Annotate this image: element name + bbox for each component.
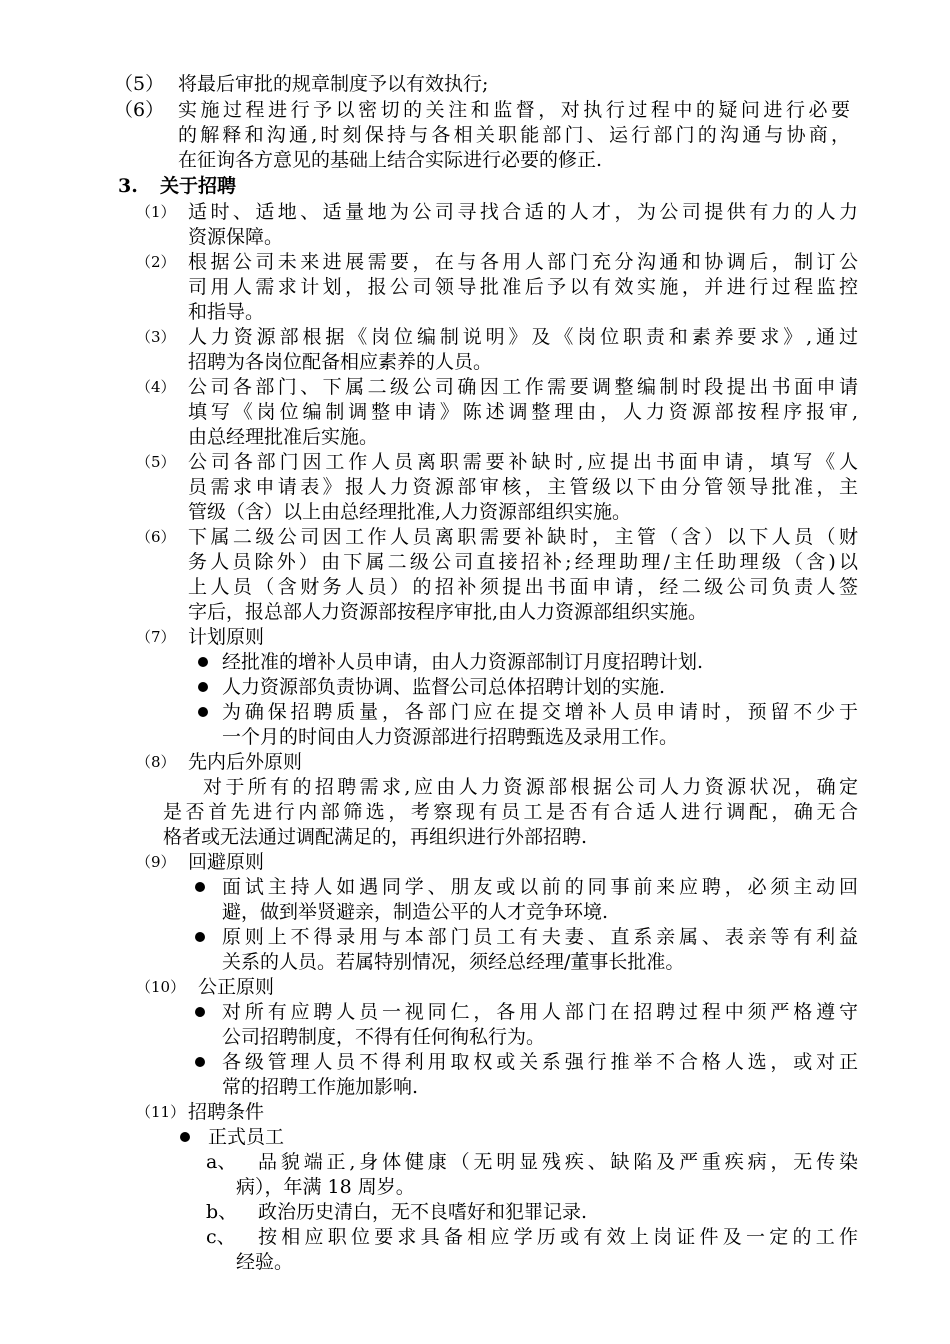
bullet-text: 为确保招聘质量，各部门应在提交增补人员申请时，预留不少于 bbox=[222, 701, 858, 723]
item-text: 下属二级公司因工作人员离职需要补缺时，主管（含）以下人员（财 bbox=[188, 526, 858, 548]
item-text: 填写《岗位编制调整申请》陈述调整理由，人力资源部按程序报审, bbox=[188, 401, 858, 423]
section-title: 关于招聘 bbox=[160, 175, 237, 197]
item-text: 适时、适地、适量地为公司寻找合适的人才，为公司提供有力的人力 bbox=[188, 201, 858, 223]
bullet-icon bbox=[195, 1007, 205, 1017]
bullet-icon bbox=[198, 657, 208, 667]
bullet-icon bbox=[198, 707, 208, 717]
sub-item-label: c、 bbox=[206, 1226, 236, 1248]
item-text: 由总经理批准后实施。 bbox=[188, 426, 379, 448]
item-text: 上人员（含财务人员）的招补须提出书面申请，经二级公司负责人签 bbox=[188, 576, 858, 598]
bullet-icon bbox=[198, 682, 208, 692]
paragraph-text: 是否首先进行内部筛选，考察现有员工是否有合适人进行调配，确无合 bbox=[163, 801, 858, 823]
item-number: （1） bbox=[136, 203, 176, 221]
item-number: （11） bbox=[136, 1103, 186, 1121]
item-number: （4） bbox=[136, 378, 176, 396]
item-text: 公司各部门因工作人员离职需要补缺时,应提出书面申请，填写《人 bbox=[188, 451, 858, 473]
bullet-text: 人力资源部负责协调、监督公司总体招聘计划的实施. bbox=[222, 676, 666, 698]
item-text: 管级（含）以上由总经理批准,人力资源部组织实施。 bbox=[188, 501, 632, 523]
item-text: 字后，报总部人力资源部按程序审批,由人力资源部组织实施。 bbox=[188, 601, 708, 623]
bullet-text: 常的招聘工作施加影响. bbox=[222, 1076, 419, 1098]
item-number: （7） bbox=[136, 628, 176, 646]
item-number: （5） bbox=[114, 73, 165, 95]
bullet-text: 公司招聘制度，不得有任何徇私行为。 bbox=[222, 1026, 546, 1048]
subheading: 公正原则 bbox=[198, 976, 275, 998]
bullet-text: 正式员工 bbox=[208, 1126, 285, 1148]
sub-item-text: 病），年满 18 周岁。 bbox=[236, 1176, 415, 1198]
bullet-text: 原则上不得录用与本部门员工有夫妻、直系亲属、表亲等有利益 bbox=[222, 926, 858, 948]
item-number: （2） bbox=[136, 253, 176, 271]
sub-item-text: 经验。 bbox=[236, 1251, 294, 1273]
item-text: 员需求申请表》报人力资源部审核，主管级以下由分管领导批准，主 bbox=[188, 476, 858, 498]
item-text: 在征询各方意见的基础上结合实际进行必要的修正. bbox=[178, 149, 603, 171]
item-text: 和指导。 bbox=[188, 301, 265, 323]
bullet-icon bbox=[195, 882, 205, 892]
item-number: （6） bbox=[114, 99, 165, 121]
item-text: 招聘为各岗位配备相应素养的人员。 bbox=[188, 351, 493, 373]
item-text: 的解释和沟通,时刻保持与各相关职能部门、运行部门的沟通与协商， bbox=[178, 124, 850, 146]
sub-item-text: 政治历史清白，无不良嗜好和犯罪记录. bbox=[258, 1201, 588, 1223]
item-text: 资源保障。 bbox=[188, 226, 284, 248]
item-text: 司用人需求计划，报公司领导批准后予以有效实施，并进行过程监控 bbox=[188, 276, 858, 298]
sub-item-label: b、 bbox=[206, 1201, 238, 1223]
item-number: （5） bbox=[136, 453, 176, 471]
subheading: 计划原则 bbox=[188, 626, 265, 648]
bullet-text: 避，做到举贤避亲，制造公平的人才竞争环境. bbox=[222, 901, 609, 923]
bullet-icon bbox=[180, 1132, 190, 1142]
section-number: 3. bbox=[118, 175, 138, 197]
paragraph-text: 格者或无法通过调配满足的，再组织进行外部招聘. bbox=[163, 826, 588, 848]
sub-item-label: a、 bbox=[206, 1151, 237, 1173]
bullet-icon bbox=[195, 932, 205, 942]
item-number: （10） bbox=[136, 978, 186, 996]
item-text: 公司各部门、下属二级公司确因工作需要调整编制时段提出书面申请 bbox=[188, 376, 858, 398]
bullet-text: 面试主持人如遇同学、朋友或以前的同事前来应聘，必须主动回 bbox=[222, 876, 858, 898]
bullet-text: 对所有应聘人员一视同仁，各用人部门在招聘过程中须严格遵守 bbox=[222, 1001, 858, 1023]
item-text: 将最后审批的规章制度予以有效执行; bbox=[178, 73, 489, 95]
item-text: 根据公司未来进展需要，在与各用人部门充分沟通和协调后，制订公 bbox=[188, 251, 858, 273]
item-number: （6） bbox=[136, 528, 176, 546]
subheading: 招聘条件 bbox=[188, 1101, 265, 1123]
item-text: 务人员除外）由下属二级公司直接招补;经理助理/主任助理级（含)以 bbox=[188, 551, 858, 573]
item-number: （9） bbox=[136, 853, 176, 871]
item-number: （3） bbox=[136, 328, 176, 346]
bullet-text: 一个月的时间由人力资源部进行招聘甄选及录用工作。 bbox=[222, 726, 679, 748]
item-text: 实施过程进行予以密切的关注和监督，对执行过程中的疑问进行必要 bbox=[178, 99, 850, 121]
sub-item-text: 品貌端正,身体健康（无明显残疾、缺陷及严重疾病，无传染 bbox=[258, 1151, 858, 1173]
sub-item-text: 按相应职位要求具备相应学历或有效上岗证件及一定的工作 bbox=[258, 1226, 858, 1248]
item-text: 人力资源部根据《岗位编制说明》及《岗位职责和素养要求》,通过 bbox=[188, 326, 858, 348]
item-number: （8） bbox=[136, 753, 176, 771]
subheading: 先内后外原则 bbox=[188, 751, 303, 773]
paragraph-text: 对于所有的招聘需求,应由人力资源部根据公司人力资源状况，确定 bbox=[203, 776, 858, 798]
bullet-text: 关系的人员。若属特别情况，须经总经理/董事长批准。 bbox=[222, 951, 685, 973]
subheading: 回避原则 bbox=[188, 851, 265, 873]
bullet-text: 各级管理人员不得利用取权或关系强行推举不合格人选，或对正 bbox=[222, 1051, 858, 1073]
bullet-text: 经批准的增补人员申请，由人力资源部制订月度招聘计划. bbox=[222, 651, 704, 673]
bullet-icon bbox=[195, 1057, 205, 1067]
